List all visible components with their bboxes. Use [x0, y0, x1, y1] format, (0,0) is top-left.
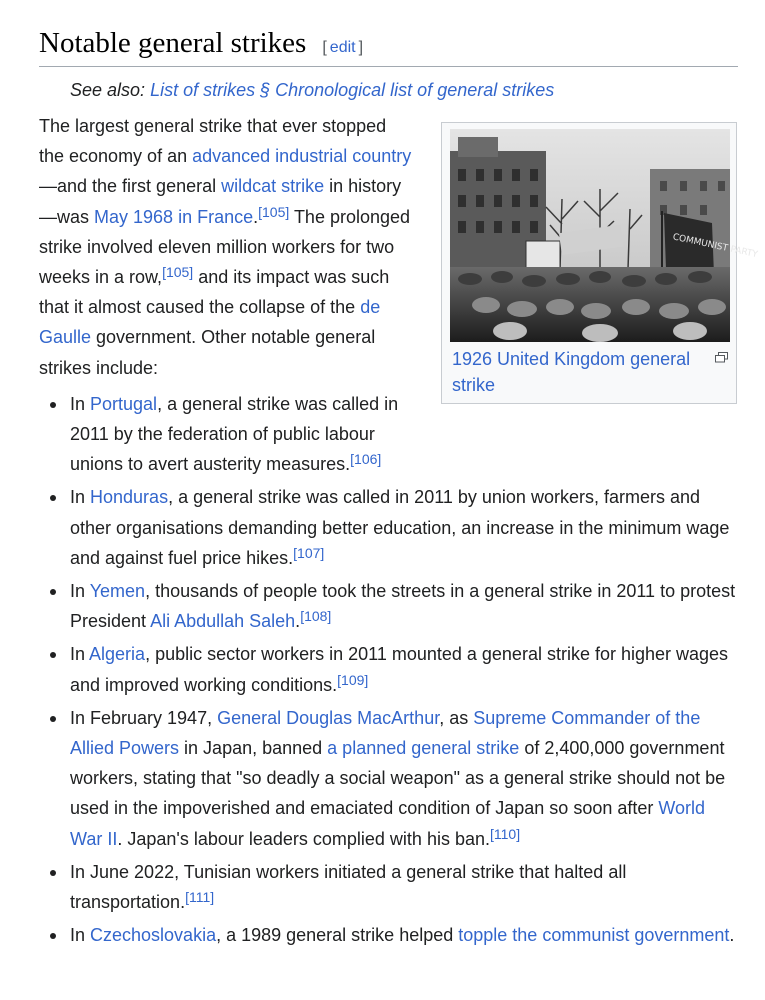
list-item: In Algeria, public sector workers in 2011 mounted a general strike for higher wages and improved working conditions.[109] [70, 639, 738, 699]
link-algeria[interactable]: Algeria [89, 644, 146, 665]
list-item: In Czechoslovakia, a 1989 general strike helped topple the communist government. [70, 920, 738, 950]
link-czechoslovakia[interactable]: Czechoslovakia [90, 925, 217, 946]
strikes-list [39, 389, 738, 951]
link-de-gaulle[interactable]: de Gaulle [39, 297, 381, 348]
citation-106[interactable]: [106] [350, 451, 382, 468]
section-heading [39, 0, 738, 67]
link-supreme-commander[interactable]: Supreme Commander of the Allied Powers [70, 707, 701, 759]
lead-paragraph: The largest general strike that ever stopped the economy of an advanced industrial country—and the first general wildcat strike in history—was May 1968 in France.[105] The prolonged strike involved eleven million workers for two weeks in a row,[105] and its impact was such that it almost caused the collapse of the de Gaulle government. Other notable general strikes include: [39, 116, 412, 378]
see-also-link[interactable]: List of strikes § Chronological list of general strikes [150, 80, 555, 100]
citation-111[interactable]: [111] [185, 889, 215, 906]
strike-photo[interactable] [450, 129, 759, 342]
link-topple-the-communist-government[interactable]: topple the communist government [458, 925, 730, 946]
link-yemen[interactable]: Yemen [89, 581, 146, 602]
link-honduras[interactable]: Honduras [90, 487, 169, 508]
list-item: In Yemen, thousands of people took the streets in a general strike in 2011 to protest President Ali Abdullah Saleh.[108] [70, 576, 738, 636]
link-may-1968-in-france[interactable]: May 1968 in France [94, 206, 254, 227]
citation-110[interactable]: [110] [490, 825, 521, 842]
link-planned-general-strike[interactable]: a planned general strike [327, 738, 520, 759]
list-item: In February 1947, General Douglas MacArthur, as Supreme Commander of the Allied Powers in Japan, banned a planned general strike of 2,400,000 government workers, stating that "so deadly a social weapon" as a general strike should not be used in the impoverished and emaciated condition of Japan so soon after World War II. Japan's labour leaders complied with his ban.[110] [70, 703, 738, 854]
section-title: Notable general strikes [39, 27, 307, 59]
link-wildcat-strike[interactable]: wildcat strike [221, 176, 325, 197]
link-portugal[interactable]: Portugal [90, 393, 158, 414]
list-item: In Portugal, a general strike was called in 2011 by the federation of public labour unions to avert austerity measures.[106] [70, 389, 425, 480]
link-world-war-ii[interactable]: World War II [70, 798, 706, 849]
magnify-icon[interactable] [715, 350, 728, 368]
see-also-hatnote: See also: List of strikes § Chronological list of general strikes [70, 80, 555, 100]
link-advanced-industrial-country[interactable]: advanced industrial country [192, 146, 412, 167]
caption-link[interactable]: 1926 United Kingdom general strike [452, 349, 691, 395]
edit-section: [ edit ] [322, 39, 364, 56]
citation-105[interactable]: [105] [258, 203, 290, 220]
link-general-douglas-macarthur[interactable]: General Douglas MacArthur [217, 707, 440, 728]
citation-107[interactable]: [107] [293, 544, 325, 561]
list-item: In Honduras, a general strike was called in 2011 by union workers, farmers and other organisations demanding better education, an increase in the minimum wage and against fuel price hikes.[107] [70, 482, 738, 573]
citation-105-repeat[interactable]: [105] [162, 264, 194, 281]
list-item: In June 2022, Tunisian workers initiated a general strike that halted all transportation.[111] [70, 857, 738, 917]
edit-link[interactable]: edit [329, 39, 356, 56]
figure-caption [452, 346, 707, 398]
banner-text: COMMUNIST PARTY [671, 232, 759, 261]
citation-109[interactable]: [109] [337, 671, 369, 688]
link-ali-abdullah-saleh[interactable]: Ali Abdullah Saleh [150, 611, 296, 632]
figure-thumbnail [441, 122, 759, 404]
citation-108[interactable]: [108] [300, 608, 332, 625]
